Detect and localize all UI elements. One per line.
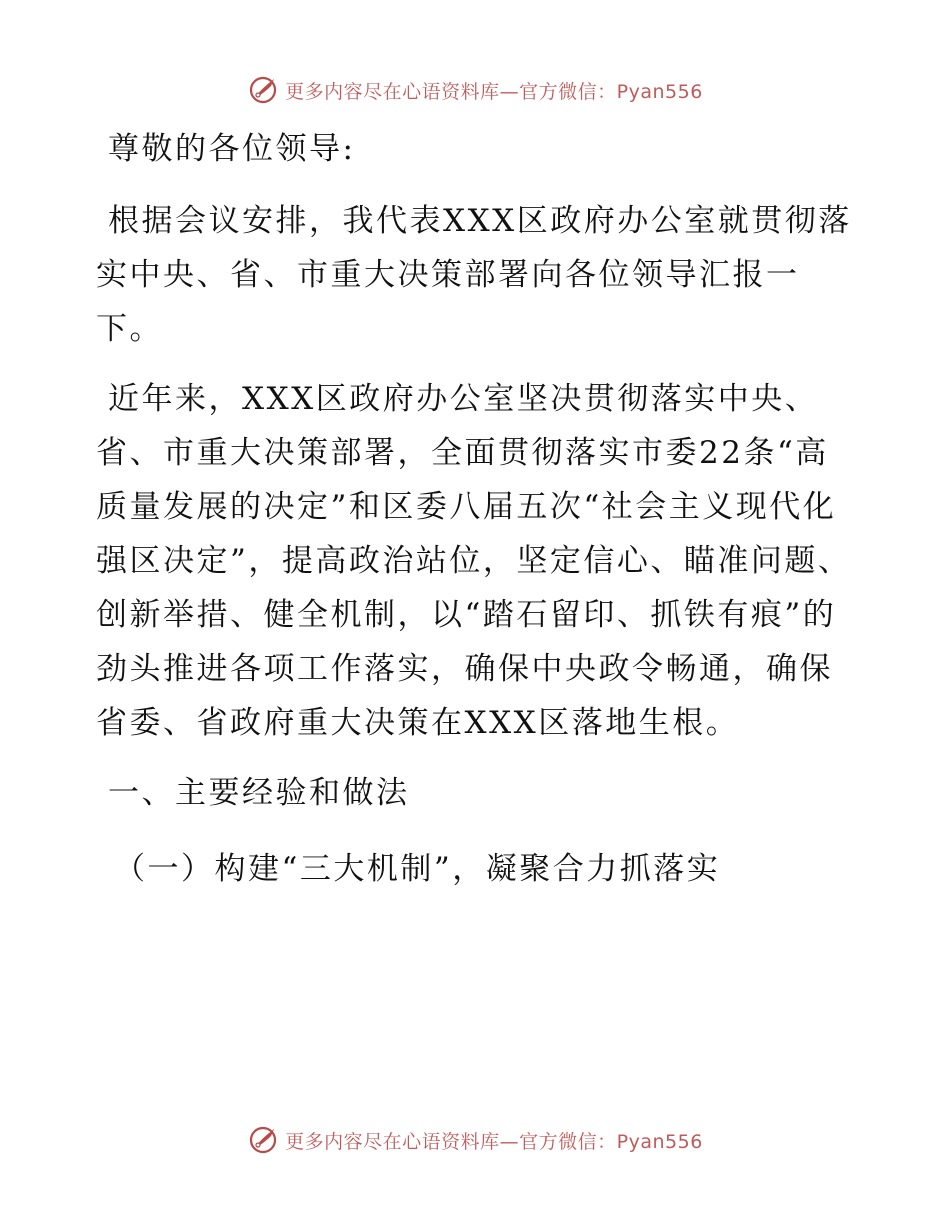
footer-watermark xyxy=(0,1120,950,1160)
document-body xyxy=(96,122,856,912)
watermark-group xyxy=(247,74,703,106)
watermark-text: 更多内容尽在心语资料库—官方微信：Pyan556 xyxy=(285,80,703,103)
header-watermark xyxy=(0,70,950,110)
greeting: 尊敬的各位领导: xyxy=(108,131,356,167)
section-heading: 一、主要经验和做法 xyxy=(108,775,410,811)
paragraph-2: 近年来，XXX区政府办公室坚决贯彻落实中央、省、市重大决策部署，全面贯彻落实市委22条“高质量发展的决定”和区委八届五次“社会主义现代化强区决定”，提高政治站位，坚定信心、瞄准问题、创新举措、健全机制，以“踏石留印、抓铁有痕”的劲头推进各项工作落实，确保中央政令畅通，确保省委、省政府重大决策在XXX区落地生根。 xyxy=(96,381,852,741)
subsection-heading: （一）构建“三大机制”，凝聚合力抓落实 xyxy=(114,851,721,887)
watermark-text: 更多内容尽在心语资料库—官方微信：Pyan556 xyxy=(285,1130,703,1153)
brush-pen-logo-icon xyxy=(247,1124,279,1156)
paragraph-1: 根据会议安排，我代表XXX区政府办公室就贯彻落实中央、省、市重大决策部署向各位领导汇报一下。 xyxy=(96,203,852,347)
brush-pen-logo-icon xyxy=(247,74,279,106)
watermark-group xyxy=(247,1124,703,1156)
